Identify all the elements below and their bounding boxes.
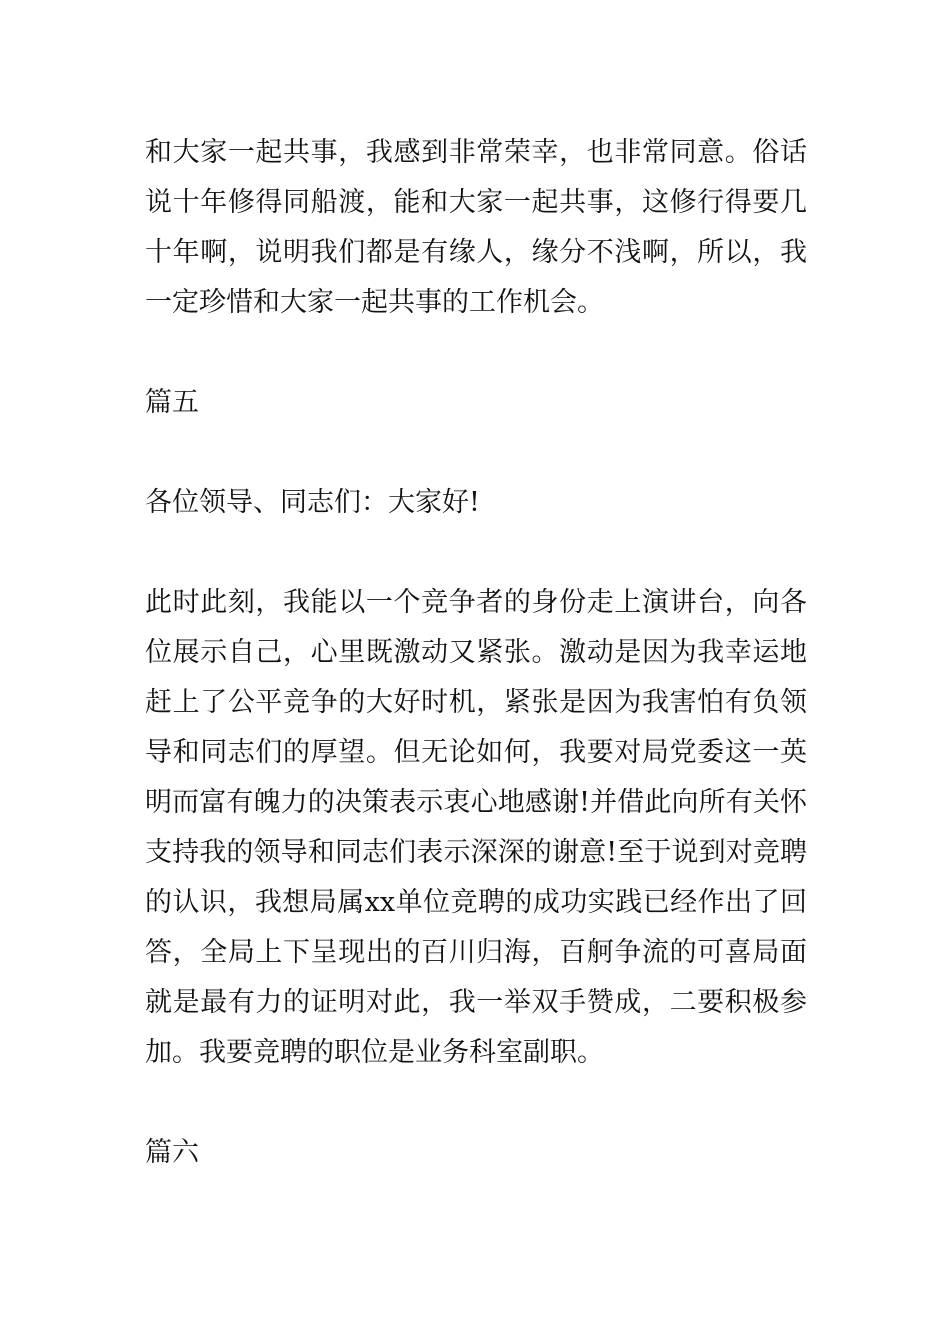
section-heading-5: 篇五 xyxy=(145,387,199,418)
greeting-line: 各位领导、同志们：大家好! xyxy=(145,487,480,518)
paragraph-intro: 和大家一起共事，我感到非常荣幸，也非常同意。俗话说十年修得同船渡，能和大家一起共事，这修行得要几十年啊，说明我们都是有缘人，缘分不浅啊，所以，我一定珍惜和大家一起共事的工作机会。 xyxy=(145,137,807,318)
section-heading-6: 篇六 xyxy=(145,1137,199,1168)
paragraph-speech: 此时此刻，我能以一个竞争者的身份走上演讲台，向各位展示自己，心里既激动又紧张。激动是因为我幸运地赶上了公平竞争的大好时机，紧张是因为我害怕有负领导和同志们的厚望。但无论如何，我要对局党委这一英明而富有魄力的决策表示衷心地感谢!并借此向所有关怀支持我的领导和同志们表示深深的谢意!至于说到对竞聘的认识，我想局属xx单位竞聘的成功实践已经作出了回答，全局上下呈现出的百川归海，百舸争流的可喜局面就是最有力的证明对此，我一举双手赞成，二要积极参加。我要竞聘的职位是业务科室副职。 xyxy=(145,587,807,1068)
document-body xyxy=(145,128,807,1228)
